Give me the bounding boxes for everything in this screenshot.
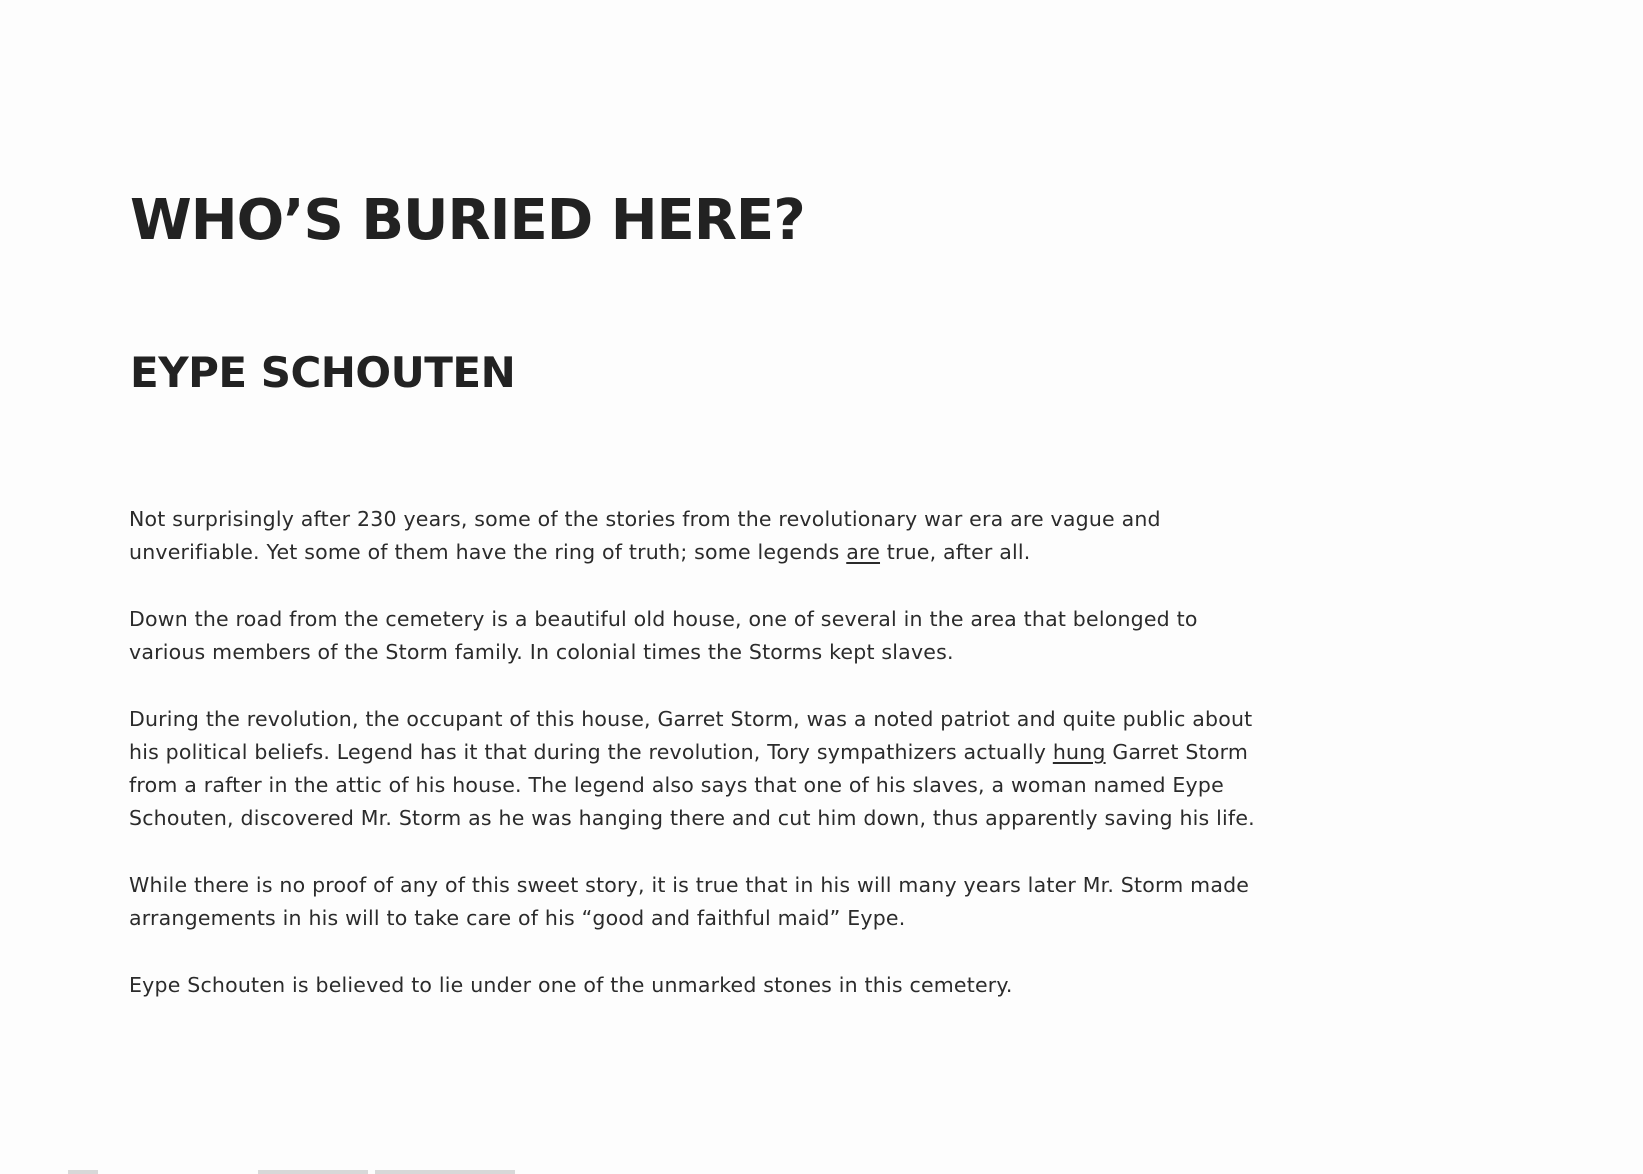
paragraph-3-text-b: Garret Storm from a rafter in the attic of his house. The legend also says that one of his slaves, a woman named Eype Schouten, discovered Mr. Storm as he was hanging there and cut him down, thus apparently saving his life. [129,740,1255,830]
scan-edge-mark [68,1170,98,1174]
document-body [129,503,1259,1036]
paragraph-4: While there is no proof of any of this sweet story, it is true that in his will many years later Mr. Storm made arrangements in his will to take care of his “good and faithful maid” Eype. [129,873,1250,930]
scan-edge-mark [375,1170,515,1174]
paragraph-3 [129,703,1259,835]
paragraph-1 [129,503,1259,569]
page-title: WHO’S BURIED HERE? [130,188,805,253]
paragraph-2: Down the road from the cemetery is a beautiful old house, one of several in the area that belonged to various members of the Storm family. In colonial times the Storms kept slaves. [129,607,1198,664]
paragraph-1-text-a: Not surprisingly after 230 years, some of the stories from the revolutionary war era are vague and unverifiable. Yet some of them have the ring of truth; some legends [129,507,1161,564]
paragraph-1-underlined-word: are [846,540,881,564]
paragraph-5: Eype Schouten is believed to lie under one of the unmarked stones in this cemetery. [129,973,1013,997]
paragraph-1-text-b: true, after all. [880,540,1031,564]
scan-edge-mark [258,1170,368,1174]
paragraph-3-text-a: During the revolution, the occupant of this house, Garret Storm, was a noted patriot and quite public about his political beliefs. Legend has it that during the revolution, Tory sympathizers actually [129,707,1253,764]
paragraph-3-underlined-word: hung [1052,740,1106,764]
page-subtitle: EYPE SCHOUTEN [130,348,516,397]
